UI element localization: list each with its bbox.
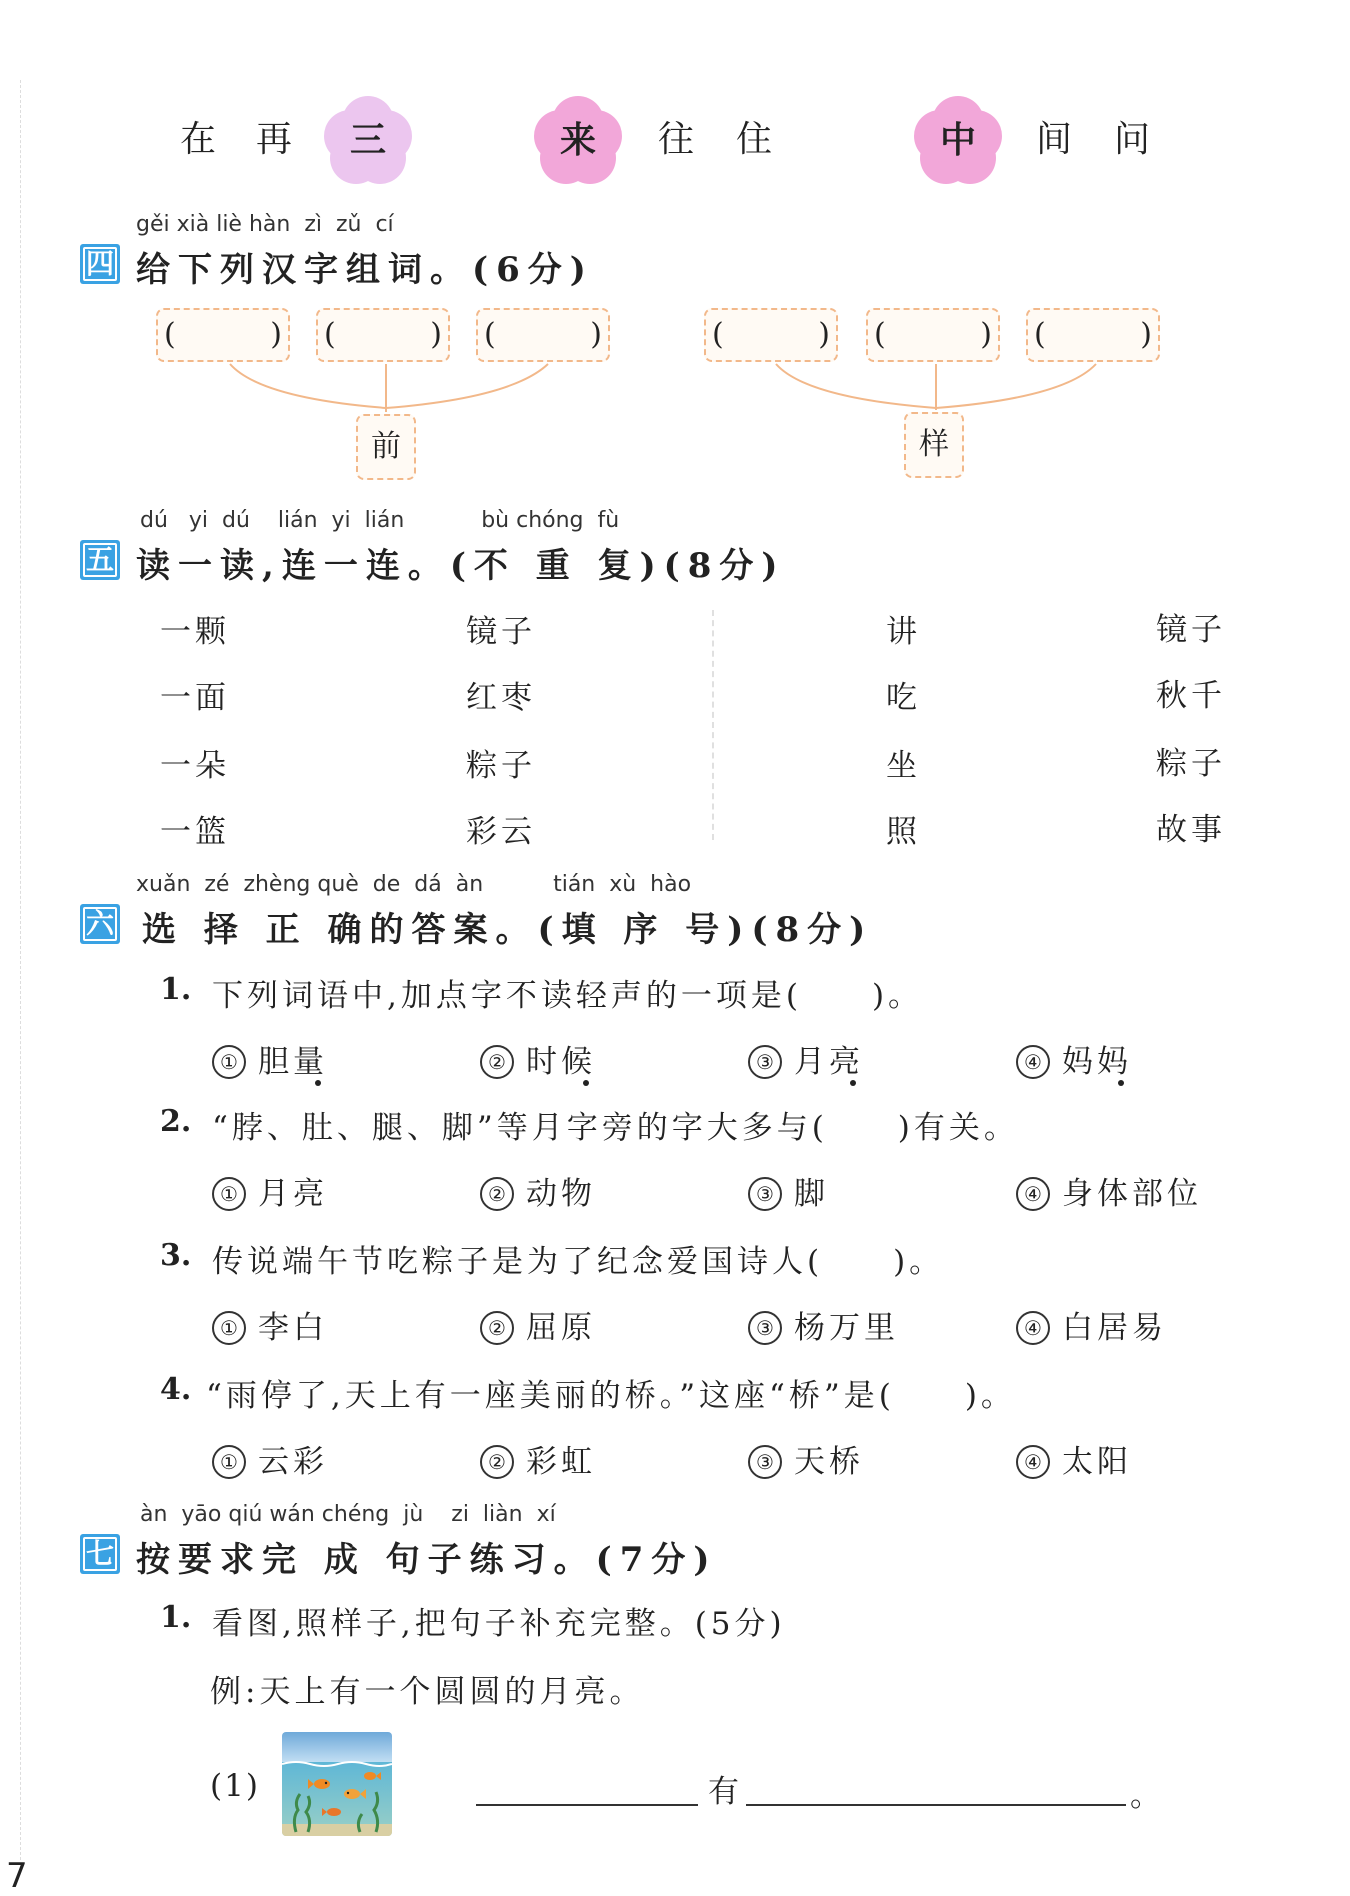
option[interactable]: ② 动物 [480, 1168, 596, 1213]
option[interactable]: ③ 杨万里 [748, 1302, 899, 1347]
question-text: 传说端午节吃粽子是为了纪念爱国诗人( )。 [212, 1244, 945, 1280]
stem-char-box: 前 [356, 414, 416, 480]
answer-box[interactable]: ( ) [476, 308, 610, 362]
section-badge: 七 [80, 1534, 120, 1574]
question-text: “脖、肚、腿、脚”等月字旁的字大多与( )有关。 [212, 1110, 1019, 1146]
section-badge: 六 [80, 904, 120, 944]
section-title: 选 择 正 确的答案。(填 序 号)(8分) [142, 910, 874, 950]
answer-box[interactable]: ( ) [156, 308, 290, 362]
option[interactable]: ④ 身体部位 [1016, 1168, 1202, 1213]
answer-box[interactable]: ( ) [1026, 308, 1160, 362]
match-item[interactable]: 粽子 [466, 748, 536, 784]
match-item[interactable]: 讲 [886, 614, 921, 650]
answer-blank[interactable] [476, 1804, 698, 1806]
match-item[interactable]: 一面 [160, 680, 230, 716]
question-number: 4. [160, 1372, 192, 1407]
top-char: 来 [559, 119, 596, 161]
section-title: 读一读,连一连。(不 重 复)(8分) [136, 546, 786, 586]
answer-blank[interactable] [746, 1804, 1126, 1806]
option[interactable]: ① 胆量 [212, 1036, 328, 1081]
section-pinyin: gěi xià liè hàn zì zǔ cí [136, 212, 394, 237]
top-char: 问 [1113, 119, 1150, 160]
match-item[interactable]: 秋千 [1156, 678, 1226, 714]
section-pinyin: dú yi dú lián yi lián bù chóng fù [140, 508, 620, 533]
option[interactable]: ② 时候 [480, 1036, 596, 1081]
match-item[interactable]: 一颗 [160, 614, 230, 650]
option[interactable]: ③ 脚 [748, 1168, 829, 1213]
answer-box[interactable]: ( ) [316, 308, 450, 362]
option[interactable]: ② 屈原 [480, 1302, 596, 1347]
match-item[interactable]: 彩云 [466, 814, 536, 850]
question-number: 1. [160, 1600, 192, 1635]
item-label: (1) [210, 1768, 260, 1804]
answer-box[interactable]: ( ) [704, 308, 838, 362]
top-char: 三 [349, 119, 386, 161]
page-number: 7 [6, 1856, 28, 1896]
sentence-end-mark: 。 [1130, 1778, 1165, 1814]
match-item[interactable]: 一朵 [160, 748, 230, 784]
section-title: 按要求完 成 句子练习。(7分) [136, 1540, 718, 1580]
question-text: “雨停了,天上有一座美丽的桥。”这座“桥”是( )。 [206, 1378, 1016, 1414]
top-char: 在 [179, 119, 216, 160]
section-pinyin: àn yāo qiú wán chéng jù zi liàn xí [140, 1502, 556, 1527]
option[interactable]: ③ 天桥 [748, 1436, 864, 1481]
question-number: 3. [160, 1238, 192, 1273]
match-item[interactable]: 坐 [886, 748, 921, 784]
section-badge: 四 [80, 244, 120, 284]
match-item[interactable]: 故事 [1156, 812, 1226, 848]
option[interactable]: ① 月亮 [212, 1168, 328, 1213]
top-char: 中 [939, 119, 976, 161]
match-item[interactable]: 粽子 [1156, 746, 1226, 782]
match-item[interactable]: 镜子 [466, 614, 536, 650]
question-number: 2. [160, 1104, 192, 1139]
emphasis-dot [850, 1080, 856, 1086]
option[interactable]: ④ 妈妈 [1016, 1036, 1132, 1081]
question-text: 看图,照样子,把句子补充完整。(5分) [212, 1606, 786, 1642]
match-item[interactable]: 镜子 [1156, 612, 1226, 648]
fish-tank-picture [282, 1732, 392, 1836]
option[interactable]: ① 云彩 [212, 1436, 328, 1481]
sentence-word: 有 [708, 1774, 743, 1810]
option[interactable]: ② 彩虹 [480, 1436, 596, 1481]
example-sentence: 例:天上有一个圆圆的月亮。 [210, 1674, 645, 1710]
match-item[interactable]: 照 [886, 814, 921, 850]
section-pinyin: xuǎn zé zhèng què de dá àn tián xù hào [136, 872, 692, 897]
section-badge: 五 [80, 540, 120, 580]
question-number: 1. [160, 972, 192, 1007]
question-text: 下列词语中,加点字不读轻声的一项是( )。 [212, 978, 924, 1014]
top-char: 往 [657, 119, 694, 160]
column-divider [712, 610, 714, 840]
top-char: 间 [1035, 119, 1072, 160]
option[interactable]: ① 李白 [212, 1302, 328, 1347]
top-char: 再 [255, 119, 292, 160]
section-title: 给下列汉字组词。(6分) [136, 250, 594, 290]
top-char: 住 [735, 119, 772, 160]
connector-lines [0, 0, 1350, 480]
emphasis-dot [583, 1080, 589, 1086]
option[interactable]: ③ 月亮 [748, 1036, 864, 1081]
option[interactable]: ④ 白居易 [1016, 1302, 1167, 1347]
answer-box[interactable]: ( ) [866, 308, 1000, 362]
option[interactable]: ④ 太阳 [1016, 1436, 1132, 1481]
emphasis-dot [315, 1080, 321, 1086]
match-item[interactable]: 吃 [886, 680, 921, 716]
emphasis-dot [1118, 1080, 1124, 1086]
match-item[interactable]: 红枣 [466, 680, 536, 716]
stem-char-box: 样 [904, 412, 964, 478]
match-item[interactable]: 一篮 [160, 814, 230, 850]
